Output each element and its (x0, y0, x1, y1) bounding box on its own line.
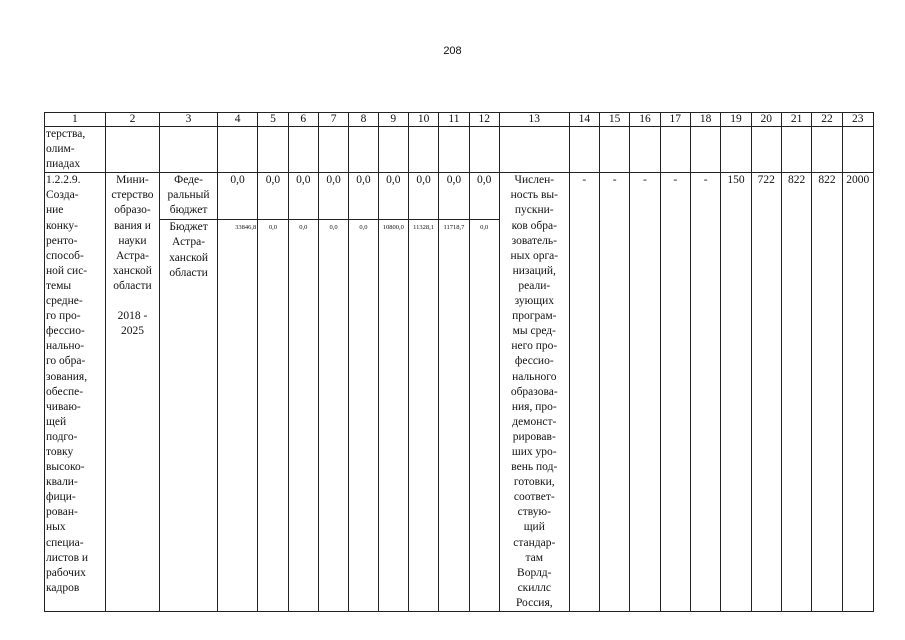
value-cell: 0,0 (349, 220, 378, 612)
empty-cell (349, 127, 378, 173)
value-cell: 0,0 (378, 173, 408, 220)
empty-cell (599, 127, 629, 173)
value-cell: 0,0 (288, 173, 318, 220)
value-cell: 0,0 (288, 220, 318, 612)
header-cell: 5 (258, 113, 288, 127)
value-cell: 0,0 (217, 173, 257, 220)
target-cell: - (569, 173, 599, 612)
value-cell: 0,0 (439, 173, 469, 220)
empty-cell (318, 127, 348, 173)
header-cell: 9 (378, 113, 408, 127)
header-cell: 18 (690, 113, 720, 127)
cell-text: Числен- ность вы- пускни- ков обра- зователь- ных орга- низаций, реали- зующих програм- мы сред- него про- фессио- нального образова- ния, про- демонст- рировав- ших уро- вень под- готовки, соответ- ствую- щий стандар- там Ворлд- скиллс Россия, (510, 174, 559, 609)
header-cell: 22 (812, 113, 842, 127)
header-cell: 23 (842, 113, 873, 127)
target-cell: - (630, 173, 660, 612)
header-cell: 13 (499, 113, 569, 127)
cell-text: Феде- ральный бюджет (167, 174, 210, 217)
executor-name: Мини- стерство образо- вания и науки Астра- ханской области (111, 174, 154, 292)
indicator-cell (499, 173, 569, 612)
empty-cell (160, 127, 218, 173)
value-cell: 10800,0 (378, 220, 408, 612)
header-cell: 2 (105, 113, 160, 127)
value-cell: 0,0 (318, 220, 348, 612)
empty-cell (288, 127, 318, 173)
value-cell: 11718,7 (439, 220, 469, 612)
value-cell: 11328,1 (408, 220, 438, 612)
value-cell: 0,0 (469, 173, 499, 220)
header-cell: 16 (630, 113, 660, 127)
program-table (44, 112, 874, 612)
empty-cell (781, 127, 811, 173)
target-cell: 150 (721, 173, 751, 612)
header-cell: 3 (160, 113, 218, 127)
header-cell: 17 (660, 113, 690, 127)
continued-text (45, 127, 106, 173)
column-number-row (45, 113, 874, 127)
header-cell: 6 (288, 113, 318, 127)
cell-text: 1.2.2.9. Созда- ние конку- ренто- способ- ной сис- темы средне- го про- фессио- нально- го обра- зования, обеспе- чиваю- щей подго- товку высоко- квали- фици- рован- ных специа- листов и рабочих кадров (46, 174, 89, 594)
target-cell: 822 (812, 173, 842, 612)
empty-cell (660, 127, 690, 173)
header-cell: 1 (45, 113, 106, 127)
empty-cell (499, 127, 569, 173)
header-cell: 20 (751, 113, 781, 127)
target-cell: - (660, 173, 690, 612)
period: 2018 - 2025 (117, 310, 148, 338)
continued-row (45, 127, 874, 173)
header-cell: 12 (469, 113, 499, 127)
executor-cell (105, 173, 160, 612)
source-federal (160, 173, 218, 220)
header-cell: 4 (217, 113, 257, 127)
target-cell: - (599, 173, 629, 612)
value-cell: 0,0 (318, 173, 348, 220)
header-cell: 11 (439, 113, 469, 127)
empty-cell (105, 127, 160, 173)
empty-cell (258, 127, 288, 173)
measure-title (45, 173, 106, 612)
target-cell: - (690, 173, 720, 612)
empty-cell (439, 127, 469, 173)
value-cell: 33846,8 (217, 220, 257, 612)
header-cell: 10 (408, 113, 438, 127)
header-cell: 14 (569, 113, 599, 127)
target-cell: 2000 (842, 173, 873, 612)
value-cell: 0,0 (349, 173, 378, 220)
empty-cell (842, 127, 873, 173)
cell-text: терства, олим- пиадах (46, 128, 86, 171)
value-cell: 0,0 (258, 220, 288, 612)
value-cell: 0,0 (469, 220, 499, 612)
header-cell: 19 (721, 113, 751, 127)
empty-cell (408, 127, 438, 173)
source-regional (160, 220, 218, 612)
empty-cell (812, 127, 842, 173)
page-number: 208 (443, 45, 462, 57)
target-cell: 822 (781, 173, 811, 612)
target-cell: 722 (751, 173, 781, 612)
header-cell: 21 (781, 113, 811, 127)
value-cell: 0,0 (258, 173, 288, 220)
empty-cell (721, 127, 751, 173)
empty-cell (217, 127, 257, 173)
header-cell: 7 (318, 113, 348, 127)
empty-cell (469, 127, 499, 173)
empty-cell (378, 127, 408, 173)
empty-cell (630, 127, 660, 173)
header-cell: 8 (349, 113, 378, 127)
header-cell: 15 (599, 113, 629, 127)
federal-budget-row (45, 173, 874, 220)
empty-cell (569, 127, 599, 173)
empty-cell (751, 127, 781, 173)
empty-cell (690, 127, 720, 173)
value-cell: 0,0 (408, 173, 438, 220)
cell-text: Бюджет Астра- ханской области (169, 221, 208, 279)
